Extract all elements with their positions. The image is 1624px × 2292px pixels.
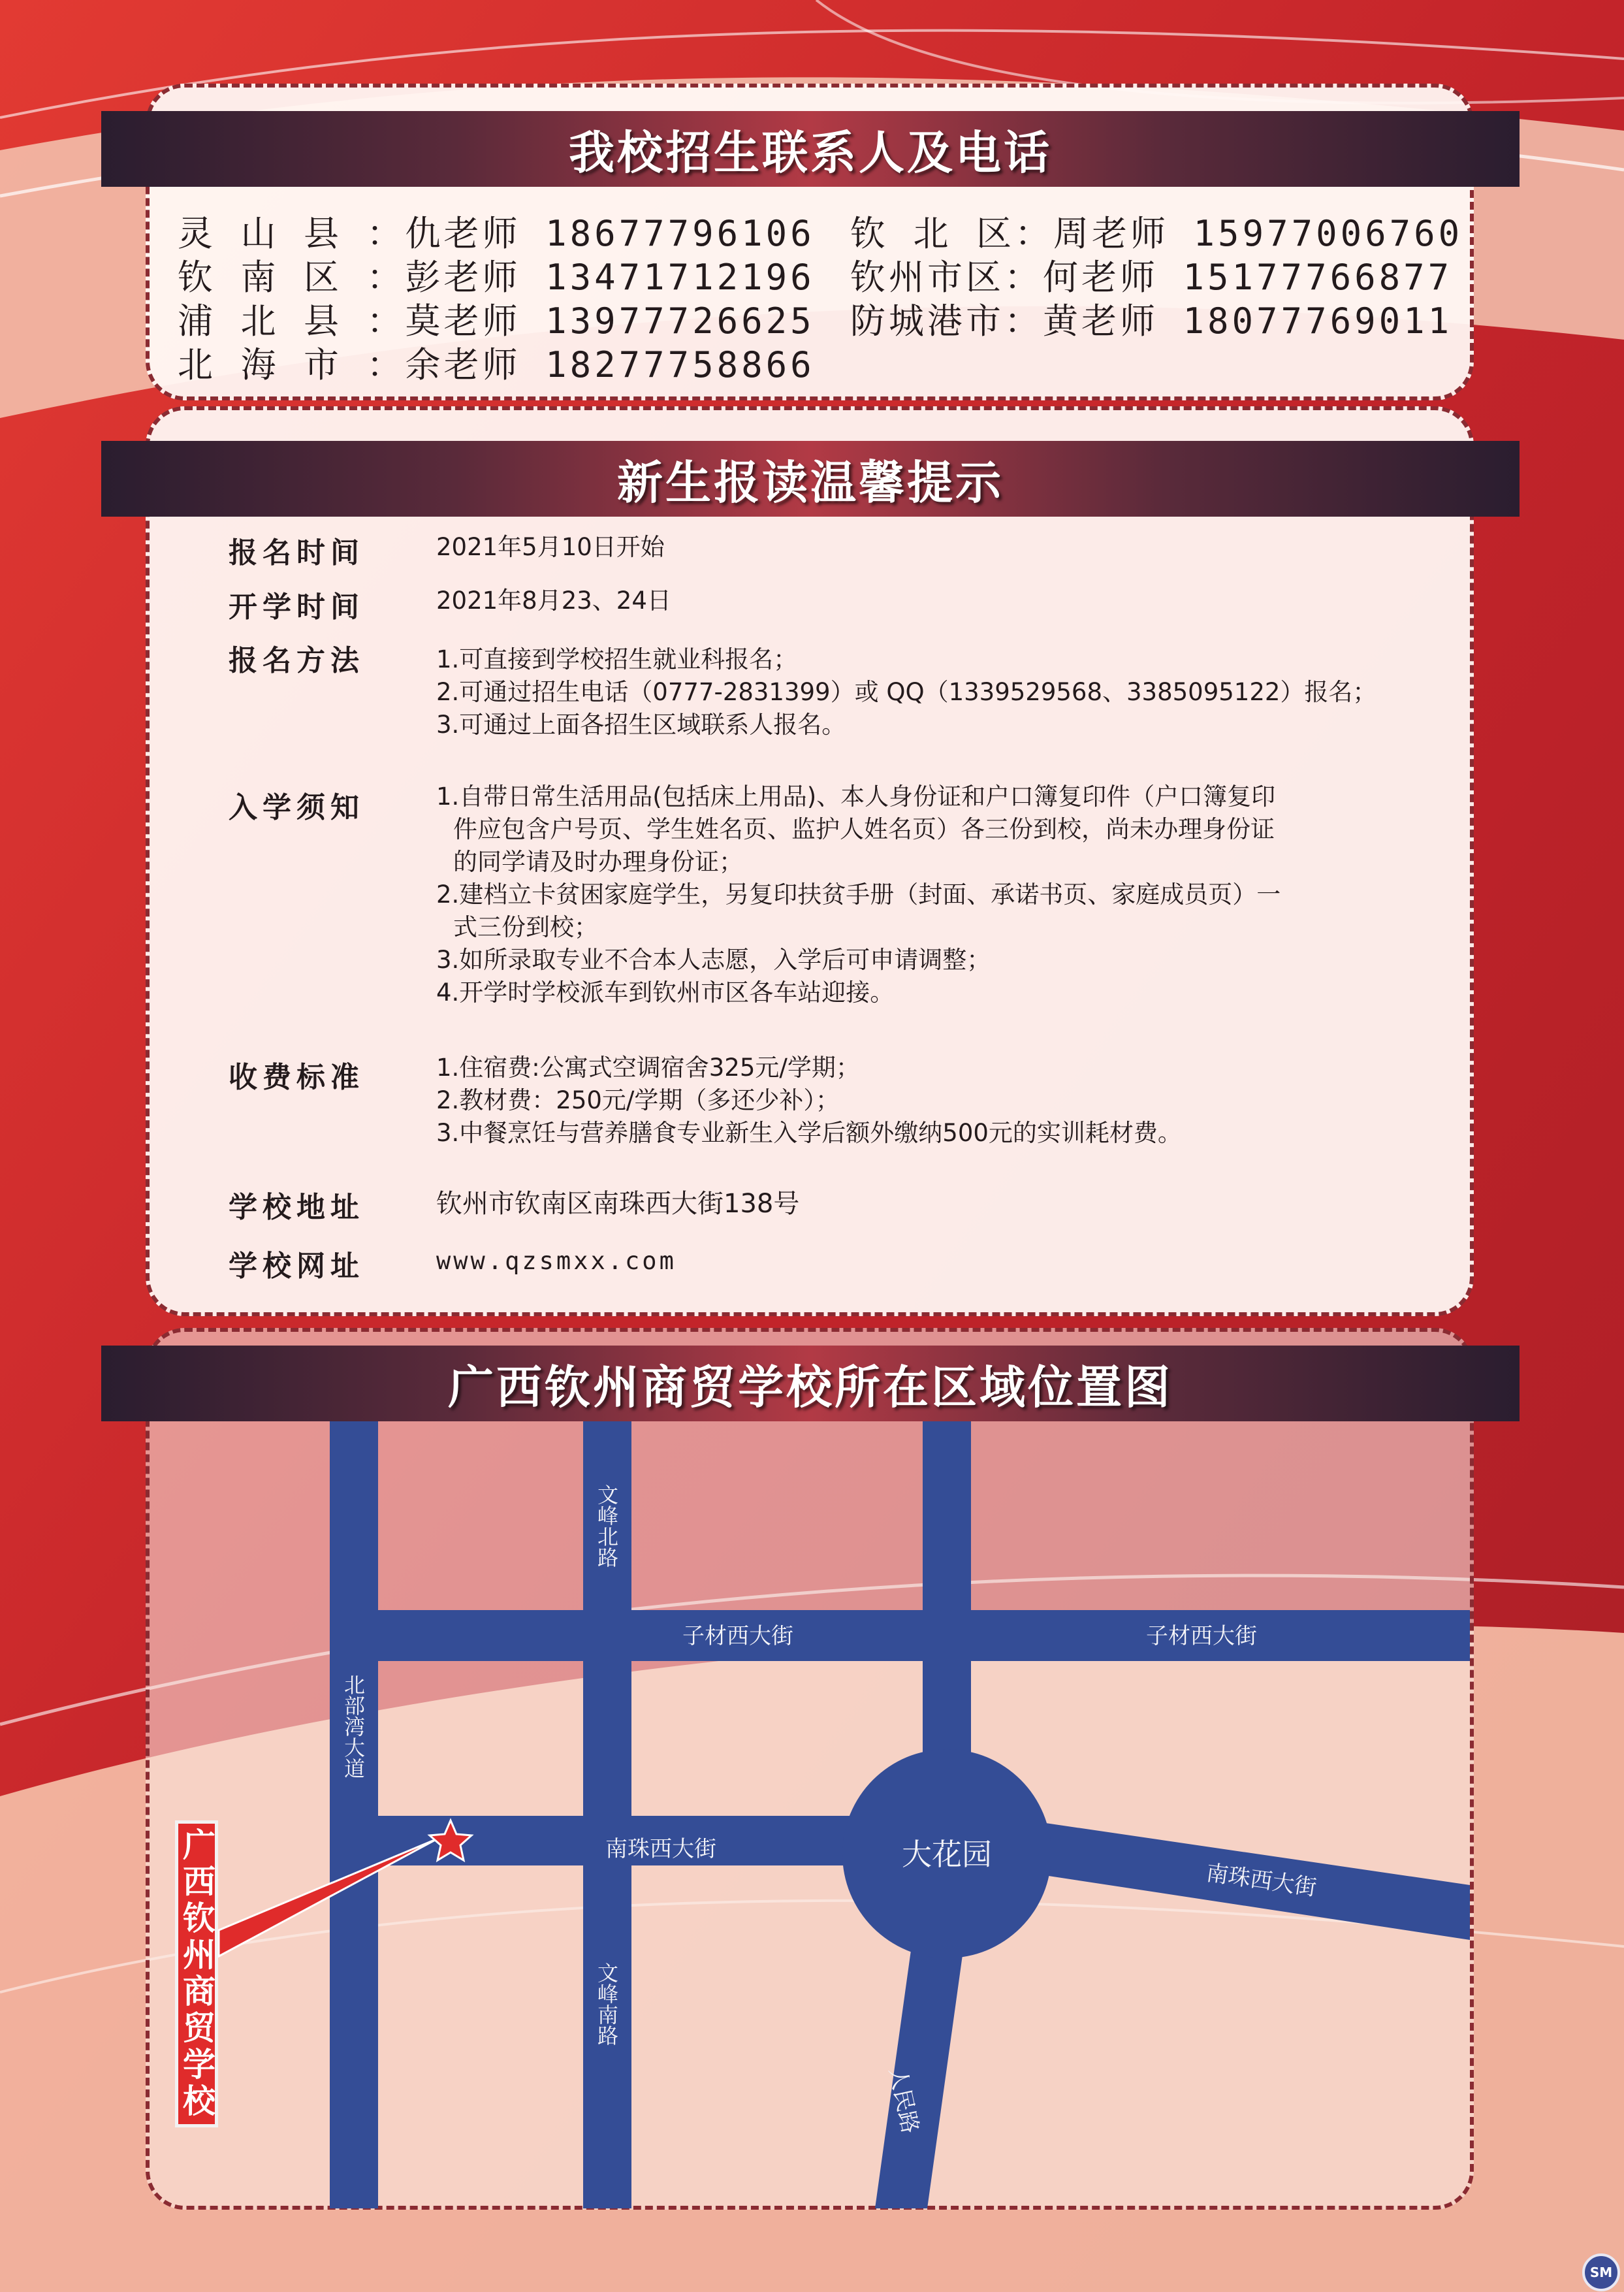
label-registration-time: 报名时间 <box>229 536 364 570</box>
list-item: 1.住宿费:公寓式空调宿舍325元/学期； <box>436 1054 860 1082</box>
contact-phone[interactable]: 13471712196 <box>545 257 815 298</box>
road-beibuwan <box>330 1421 378 2208</box>
contact-person: 黄老师 <box>1043 300 1158 342</box>
label-notice: 入学须知 <box>229 791 364 824</box>
list-item: 3.中餐烹饪与营养膳食专业新生入学后额外缴纳500元的实训耗材费。 <box>436 1119 1182 1147</box>
contact-region: 灵 山 县 ： <box>178 213 406 254</box>
list-item: 1.可直接到学校招生就业科报名； <box>436 645 798 673</box>
label-school-start: 开学时间 <box>229 590 364 624</box>
list-item: 4.开学时学校派车到钦州市区各车站迎接。 <box>436 978 895 1007</box>
website-link[interactable]: www.qzsmxx.com <box>436 1247 677 1275</box>
list-item: 2.教材费：250元/学期（多还少补）； <box>436 1086 840 1114</box>
contact-person: 彭老师 <box>405 257 521 298</box>
contact-person: 仇老师 <box>405 213 521 254</box>
contact-region: 钦 北 区： <box>850 213 1054 254</box>
list-item: 式三份到校； <box>453 913 598 941</box>
school-sign <box>175 1820 218 2127</box>
road-zicai-west <box>378 1610 1470 1661</box>
contact-phone[interactable]: 18077769011 <box>1183 300 1453 342</box>
contact-phone[interactable]: 18677796106 <box>545 213 815 254</box>
value-text: 2021年5月10日开始 <box>436 533 665 561</box>
school-name: 广西钦州商贸学校 <box>178 1828 216 2120</box>
list-item: 2.建档立卡贫困家庭学生，另复印扶贫手册（封面、承诺书页、家庭成员页）一 <box>436 880 1281 909</box>
contact-region: 钦 南 区 ： <box>178 257 406 298</box>
contact-person: 余老师 <box>405 344 521 385</box>
road-renmin-south <box>875 1927 966 2208</box>
contact-phone[interactable]: 15177766877 <box>1183 257 1453 298</box>
contact-phone[interactable]: 18277758866 <box>545 344 815 385</box>
school-logo-icon: SM <box>1582 2253 1620 2291</box>
list-item: 件应包含户号页、学生姓名页、监护人姓名页）各三份到校，尚未办理身份证 <box>453 815 1275 843</box>
label-website: 学校网址 <box>229 1250 364 1283</box>
list-item: 的同学请及时办理身份证； <box>453 848 743 876</box>
label-nanzhu-west-1: 南珠西大街 <box>605 1836 716 1862</box>
label-zicai-west-1: 子材西大街 <box>682 1623 793 1649</box>
contacts-title: 我校招生联系人及电话 <box>569 125 1052 180</box>
contact-region: 钦州市区： <box>850 257 1043 298</box>
label-beibuwan: 北部湾大道 <box>341 1674 366 1779</box>
value-text: 2021年8月23、24日 <box>436 587 671 615</box>
label-zicai-west-2: 子材西大街 <box>1146 1623 1257 1649</box>
tips-title: 新生报读温馨提示 <box>617 455 1004 509</box>
list-item: 1.自带日常生活用品(包括床上用品)、本人身份证和户口簿复印件（户口簿复印 <box>436 783 1276 811</box>
contact-phone[interactable]: 13977726625 <box>545 300 815 342</box>
label-fees: 收费标准 <box>229 1061 364 1094</box>
label-roundabout: 大花园 <box>902 1837 992 1872</box>
contact-person: 莫老师 <box>405 300 521 342</box>
contact-person: 何老师 <box>1043 257 1158 298</box>
contact-phone[interactable]: 15977006760 <box>1193 213 1463 254</box>
contact-region: 防城港市： <box>850 300 1043 342</box>
contact-region: 浦 北 县 ： <box>178 300 406 342</box>
label-wenfeng-south: 文峰南路 <box>594 1962 619 2046</box>
list-item: 3.可通过上面各招生区域联系人报名。 <box>436 711 846 739</box>
label-nanzhu-west-2: 南珠西大街 <box>1204 1860 1318 1901</box>
map-title: 广西钦州商贸学校所在区域位置图 <box>448 1360 1173 1414</box>
value-text: 钦州市钦南区南珠西大街138号 <box>436 1189 800 1219</box>
contact-region: 北 海 市 ： <box>178 344 406 385</box>
road-renmin-north <box>923 1421 971 1787</box>
label-methods: 报名方法 <box>229 644 364 677</box>
list-item: 2.可通过招生电话（0777-2831399）或 QQ（1339529568、3385095122）报名； <box>436 678 1377 706</box>
school-pointer <box>219 1839 438 1956</box>
list-item: 3.如所录取专业不合本人志愿，入学后可申请调整； <box>436 946 991 974</box>
contact-person: 周老师 <box>1053 213 1170 254</box>
label-address: 学校地址 <box>229 1191 364 1224</box>
label-wenfeng-north: 文峰北路 <box>594 1484 619 1568</box>
label-renmin: 人民路 <box>884 2065 923 2136</box>
